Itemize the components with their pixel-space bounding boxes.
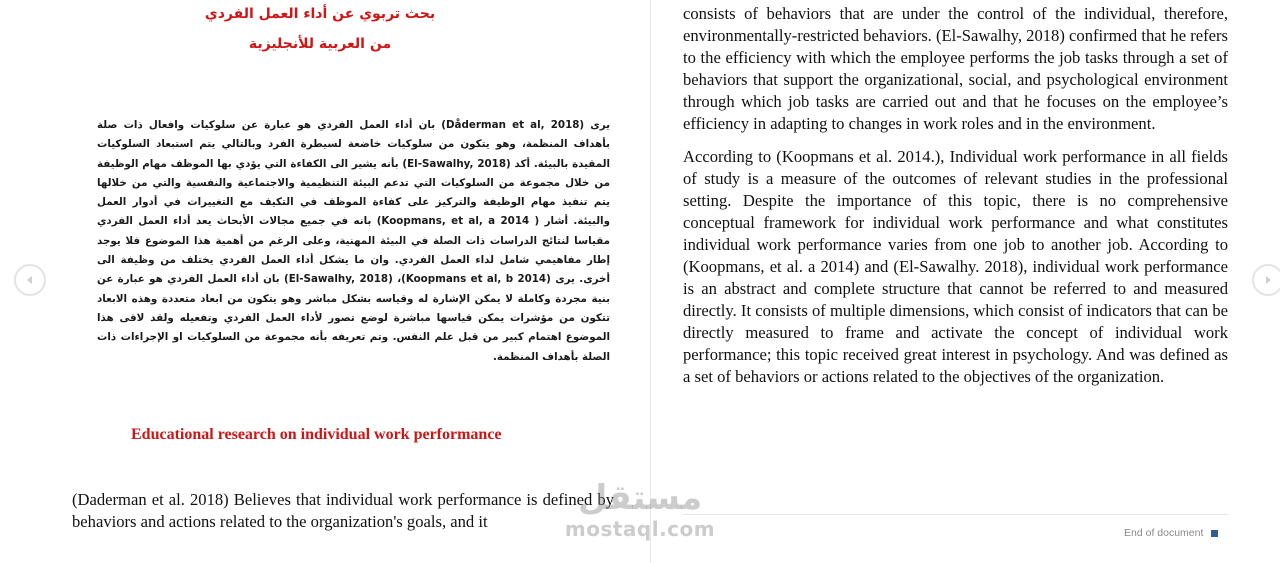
watermark-logo: [560, 478, 720, 540]
right-paragraph-2: According to (Koopmans et al. 2014.), Individual work performance in all fields of study is a measure of the outcomes of relevant studies in the professional setting. Despite the importance of this topic, there is no comprehensive conceptual framework for individual work performance and what constitutes individual work performance varies from one job to another job. According to (Koopmans, et al. a 2014) and (El-Sawalhy. 2018), individual work performance is an abstract and complete structure that cannot be referred to and measured directly. It consists of multiple dimensions, which consist of indicators that can be directly measured to frame and activate the concept of individual work performance; this topic received great interest in psychology. And was defined as a set of behaviors or actions related to the objectives of the organization.: [683, 147, 1228, 386]
arabic-subtitle: من العربية للأنجليزية: [248, 36, 392, 52]
right-paragraph-1: consists of behaviors that are under the control of the individual, therefore, environmentally-restricted behaviors. (El-Sawalhy, 2018) confirmed that he refers to the efficiency with which the employee performs the job tasks through a set of behaviors that support the organizational, social, and psychological environment through which job tasks are carried out and that he focuses on the employee’s efficiency in adapting to changes in work roles and in the environment.: [683, 4, 1228, 133]
next-page-button[interactable]: [1252, 264, 1280, 296]
end-of-document-marker: [1124, 527, 1218, 539]
end-of-document-label: End of document: [1124, 527, 1204, 539]
square-marker-icon: [1211, 530, 1218, 537]
english-paragraph-left: (Daderman et al. 2018) Believes that individual work performance is defined by behaviors and actions related to the organization's goals, and it: [72, 490, 614, 531]
arabic-title: بحث تربوي عن أداء العمل الفردي: [204, 6, 436, 22]
end-divider: [683, 514, 1228, 515]
arabic-paragraph: يرى (Dåderman et al, 2018) بان أداء العمل الفردي هو عبارة عن سلوكيات وافعال ذات صلة بأهداف المنظمة، وهو يتكون من سلوكيات خاضعة لسيطرة الفرد وبالتالي يتم استبعاد السلوكيات المقيدة بالبيئة. أكد (El-Sawalhy, 2018) بأنه يشير الى الكفاءة التي يؤدي بها الموظف مهام الوظيفة من خلال مجموعة من السلوكيات التي تدعم البيئة التنظيمية والاجتماعية والنفسية والتي من خلالها يتم تنفيذ مهام الوظيفة والتركيز على كفاءة الموظف في التكيف مع التغييرات في أدوار العمل والبيئة. أشار ( Koopmans, et al, a 2014) بانه في جميع مجالات الأبحاث يعد أداء العمل الفردي مقياسا لنتائج الدراسات ذات الصلة في البيئة المهنية، وعلى الرغم من أهمية هذا الموضوع فلا يوجد إطار مفاهيمي شامل لداء العمل الفردي. وان ما يشكل أداء العمل الفردي يختلف من وظيفة الى أخرى. يرى (Koopmans et al, b 2014)، (El-Sawalhy, 2018) بان أداء العمل الفردي هو عبارة عن بنية مجردة وكاملة لا يمكن الإشارة له وقياسه بشكل مباشر وهو يتكون من ابعاد متعددة وهذه الابعاد تتكون من مؤشرات يمكن قياسها مباشرة لوضع تصور لأداء العمل الفردي وتفعيله ولقد لاقى هذا الموضوع اهتمام كبير من قبل علم النفس. وتم تعريفه بأنه مجموعة من السلوكيات او الإجراءات ذات الصلة بأهداف المنظمة.: [97, 119, 611, 363]
previous-page-button[interactable]: [14, 264, 46, 296]
right-page-text: [683, 3, 1228, 399]
english-heading: Educational research on individual work performance: [131, 426, 502, 443]
watermark-latin: mostaql.com: [564, 517, 716, 541]
watermark-arabic: مستقل: [577, 478, 703, 518]
chevron-left-icon: [24, 274, 36, 286]
chevron-right-icon: [1262, 274, 1274, 286]
